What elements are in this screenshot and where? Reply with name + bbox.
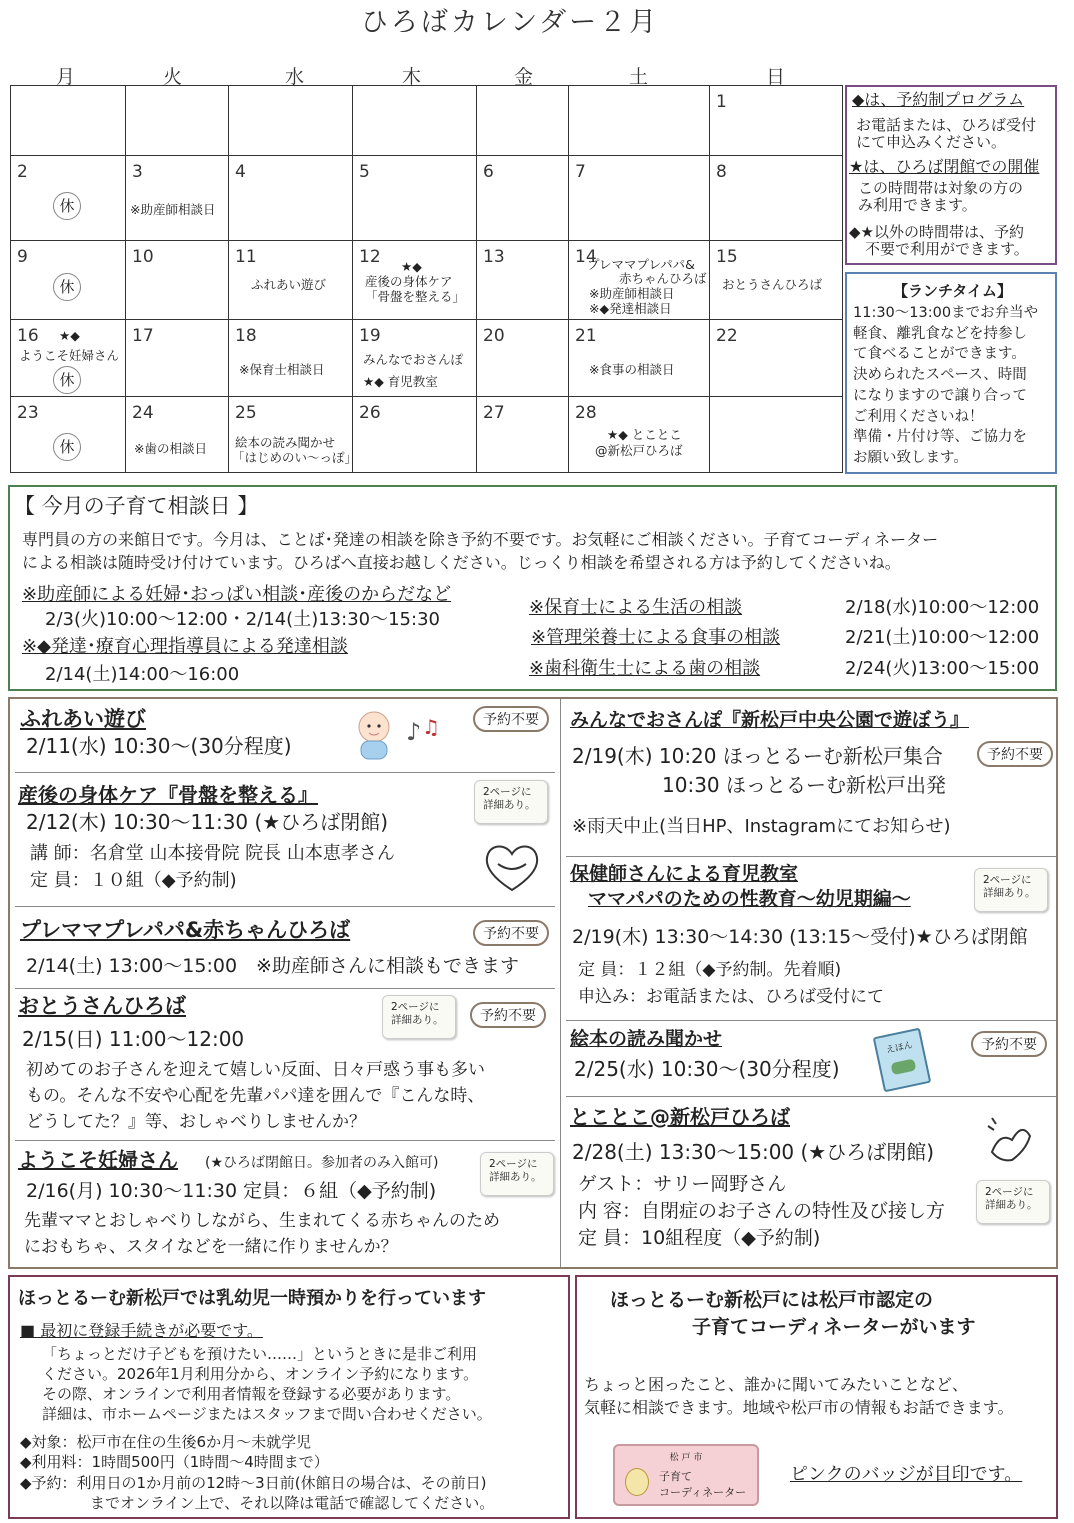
mascot-icon: [625, 1468, 649, 1496]
lunch-line: になりますので譲り合って: [853, 387, 1027, 404]
calendar-event: ※助産師相談日: [589, 286, 675, 301]
details-text: 2ページに: [483, 786, 532, 798]
calendar-cell: [353, 156, 477, 241]
childcare-reservation: ◆予約：利用日の1か月前の12時～3日前(休館日の場合は、その前日): [20, 1474, 487, 1492]
nursery-date: 2/18(水)10:00～12:00: [845, 597, 1040, 618]
sango-capacity: 定 員：１０組（◆予約制): [30, 870, 237, 891]
details-text: 2ページに: [985, 1186, 1034, 1198]
childcare-registration: ■ 最初に登録手続きが必要です。: [20, 1321, 263, 1340]
calendar-cell: [710, 241, 843, 320]
day-number: 3: [132, 162, 143, 182]
calendar-cell: [477, 241, 569, 320]
calendar-cell: [353, 86, 477, 156]
day-number: 9: [17, 247, 28, 267]
weekday-tue: 火: [163, 66, 183, 88]
picture-book-label: えほん: [885, 1040, 914, 1056]
calendar-event: 「はじめのい～っぽ」: [232, 450, 358, 465]
ikuji-apply: 申込み：お電話または、ひろば受付にて: [578, 987, 884, 1007]
ehon-date: 2/25(水) 10:30～(30分程度): [574, 1057, 840, 1081]
diet-date: 2/21(土)10:00～12:00: [845, 627, 1040, 648]
youkoso-desc: 先輩ママとおしゃべりしながら、生まれてくる赤ちゃんのため: [24, 1211, 500, 1231]
coordinator-badge: [613, 1444, 759, 1506]
calendar-event: @新松戸ひろば: [595, 443, 683, 458]
details-text: 詳細あり。: [391, 1014, 444, 1027]
legend-text: ◆★以外の時間帯は、予約: [849, 223, 1024, 241]
car-icon: [890, 1058, 916, 1075]
coordinator-text: 気軽に相談できます。地域や松戸市の情報もお話できます。: [584, 1398, 1014, 1417]
lunch-line: ご利用くださいね！: [853, 408, 984, 425]
no-reservation-badge: 予約不要: [470, 1002, 546, 1028]
childcare-text: 「ちょっとだけ子どもを預けたい……」というときに是非ご利用: [42, 1345, 478, 1363]
divider: [15, 906, 555, 907]
closed-badge: 休: [53, 366, 81, 394]
tokoto-title: とことこ@新松戸ひろば: [570, 1105, 790, 1129]
calendar-cell: [126, 397, 229, 473]
closed-badge: 休: [53, 273, 81, 301]
tokoto-date: 2/28(土) 13:30～15:00 (★ひろば閉館): [572, 1140, 935, 1164]
sango-title: 産後の身体ケア『骨盤を整える』: [18, 783, 318, 807]
calendar-cell: [126, 156, 229, 241]
day-number: 25: [235, 403, 257, 423]
lunch-line: て食べることができます。: [853, 346, 1026, 363]
calendar-event: みんなでおさんぽ: [363, 352, 464, 367]
legend-text: お電話または、ひろば受付: [856, 116, 1037, 134]
day-number: 17: [132, 326, 154, 346]
youkoso-title: ようこそ妊婦さん: [18, 1148, 178, 1172]
ikuji-title: 保健師さんによる育児教室: [570, 863, 799, 885]
calendar-cell: [126, 320, 229, 397]
no-reservation-badge: 予約不要: [977, 741, 1053, 767]
day-number: 14: [575, 247, 597, 267]
calendar-cell: [229, 397, 358, 473]
details-text: 2ページに: [983, 874, 1032, 886]
day-number: 26: [359, 403, 381, 423]
fureai-date: 2/11(水) 10:30～(30分程度): [26, 734, 292, 758]
no-reservation-badge: 予約不要: [473, 706, 549, 732]
calendar-cell: [710, 86, 843, 156]
calendar-cell: [477, 397, 569, 473]
calendar-cell: [11, 320, 126, 397]
day-number: 22: [716, 326, 738, 346]
calendar-cell: [569, 156, 710, 241]
childcare-text: その際、オンラインで利用者情報を登録する必要があります。: [42, 1385, 461, 1403]
development-consult: ※◆発達･療育心理指導員による発達相談: [22, 636, 348, 657]
ehon-title: 絵本の読み聞かせ: [570, 1028, 723, 1050]
childcare-target: ◆対象：松戸市在住の生後6か月～未就学児: [20, 1433, 312, 1451]
childcare-fee: ◆利用料：1時間500円（1時間～4時間まで）: [20, 1453, 329, 1471]
calendar-event: ※保育士相談日: [239, 362, 325, 377]
calendar-cell: [229, 156, 353, 241]
details-sticker: [974, 868, 1048, 912]
divider: [566, 1020, 1056, 1021]
legend-text: み利用できます。: [858, 196, 977, 214]
day-number: 19: [359, 326, 381, 346]
dental-consult: ※歯科衛生士による歯の相談: [529, 658, 761, 679]
calendar-event-mark: ★◆: [401, 259, 422, 274]
divider: [15, 772, 555, 773]
sanpo-line1: 2/19(木) 10:20 ほっとるーむ新松戸集合: [572, 744, 943, 768]
lunch-line: 準備・片付け等、ご協力を: [853, 429, 1027, 446]
youkoso-date: 2/16(月) 10:30～11:30 定員：６組（◆予約制): [26, 1180, 437, 1202]
divider: [566, 1096, 1056, 1097]
consultation-heading: 【 今月の子育て相談日 】: [14, 494, 259, 518]
sanpo-line2: 10:30 ほっとるーむ新松戸出発: [662, 773, 946, 797]
calendar-cell: [477, 86, 569, 156]
calendar-cell: [710, 320, 843, 397]
day-number: 1: [716, 92, 727, 112]
divider: [15, 988, 555, 989]
baby-icon: [344, 705, 404, 763]
day-number: 20: [483, 326, 505, 346]
badge-label: 子育て: [659, 1470, 692, 1483]
calendar-cell: [126, 86, 229, 156]
svg-text:♫: ♫: [422, 715, 440, 739]
consultation-intro: による相談は随時受け付けています。ひろばへ直接お越しください。じっくり相談を希望される方は予約してくださいね。: [22, 553, 901, 572]
otousan-desc: もの。そんな不安や心配を先輩パパ達を囲んで『こんな時、: [26, 1086, 485, 1106]
diet-consult: ※管理栄養士による食事の相談: [531, 627, 781, 648]
calendar-cell: [353, 397, 477, 473]
calendar-cell: [569, 397, 710, 473]
coordinator-heading: 子育てコーディネーターがいます: [692, 1316, 976, 1338]
no-reservation-badge: 予約不要: [473, 920, 549, 946]
weekday-sun: 日: [766, 66, 786, 88]
divider: [566, 856, 1056, 857]
youkoso-note: (★ひろば閉館日。参加者のみ入館可): [205, 1155, 439, 1171]
page-title: ひろばカレンダー２月: [360, 7, 660, 38]
badge-city: 松 戸 市: [669, 1453, 703, 1463]
calendar-event: ※助産師相談日: [130, 202, 216, 217]
childcare-text: 詳細は、市ホームページまたはスタッフまで問い合わせください。: [42, 1405, 492, 1423]
lunch-line: 11:30～13:00までお弁当や: [853, 305, 1039, 321]
sanpo-title: みんなでおさんぽ『新松戸中央公園で遊ぼう』: [570, 709, 970, 731]
midwife-dates: 2/3(火)10:00～12:00・2/14(土)13:30～15:30: [45, 609, 440, 630]
closed-badge: 休: [53, 433, 81, 461]
calendar-event: ようこそ妊婦さん: [19, 348, 120, 363]
calendar-event: ※歯の相談日: [134, 441, 207, 456]
day-number: 2: [17, 162, 28, 182]
otousan-date: 2/15(日) 11:00～12:00: [22, 1027, 245, 1051]
day-number: 28: [575, 403, 597, 423]
premama-title: プレママプレパパ&赤ちゃんひろば: [20, 918, 351, 942]
hands-icon: [982, 1112, 1038, 1168]
lunch-line: 決められたスペース、時間: [853, 367, 1027, 384]
day-number: 15: [716, 247, 738, 267]
calendar-cell: [569, 241, 710, 320]
sanpo-note: ※雨天中止(当日HP、Instagramにてお知らせ): [572, 816, 951, 837]
sango-lecturer: 講 師：名倉堂 山本接骨院 院長 山本恵孝さん: [30, 843, 395, 864]
calendar-cell: [569, 86, 710, 156]
day-number: 5: [359, 162, 370, 182]
day-number: 18: [235, 326, 257, 346]
legend-text: 不要で利用ができます。: [865, 240, 1029, 258]
calendar-cell: [353, 241, 477, 320]
day-number: 12: [359, 247, 381, 267]
day-number: 8: [716, 162, 727, 182]
calendar-event: 赤ちゃんひろば: [619, 271, 707, 286]
programs-divider: [560, 699, 561, 1267]
ikuji-capacity: 定 員：１２組（◆予約制。先着順): [578, 960, 842, 980]
ikuji-date: 2/19(木) 13:30～14:30 (13:15～受付)★ひろば閉館: [572, 926, 1028, 948]
fureai-title: ふれあい遊び: [20, 707, 146, 731]
calendar-cell: [126, 241, 229, 320]
day-number: 7: [575, 162, 586, 182]
details-text: 詳細あり。: [489, 1171, 542, 1184]
consultation-intro: 専門員の方の来館日です。今月は、ことば･発達の相談を除き予約不要です。お気軽にご相談ください。子育てコーディネーター: [22, 530, 939, 549]
calendar-event: ★◆ とことこ: [607, 427, 682, 442]
lunch-line: 軽食、離乳食などを持参し: [853, 325, 1027, 342]
day-number: 11: [235, 247, 257, 267]
calendar-cell: [710, 397, 843, 473]
day-number: 21: [575, 326, 597, 346]
dental-date: 2/24(火)13:00～15:00: [845, 658, 1040, 679]
day-number: 4: [235, 162, 246, 182]
calendar-event: 「骨盤を整える」: [365, 289, 466, 304]
weekday-mon: 月: [56, 66, 76, 88]
day-number: 6: [483, 162, 494, 182]
otousan-title: おとうさんひろば: [18, 994, 186, 1018]
otousan-desc: どうしてた？』等、おしゃべりしませんか？: [26, 1112, 366, 1132]
youkoso-desc: におもちゃ、スタイなどを一緒に作りませんか？: [24, 1237, 398, 1257]
heart-hug-icon: [480, 838, 544, 896]
calendar-cell: [11, 86, 126, 156]
tokoto-content: 内 容：自閉症のお子さんの特性及び接し方: [578, 1200, 946, 1222]
lunch-line: お願い致します。: [853, 449, 968, 466]
day-number: 23: [17, 403, 39, 423]
day-number: 16: [17, 326, 39, 346]
legend-text: にて申込みください。: [856, 133, 1007, 151]
day-number: 24: [132, 403, 154, 423]
calendar-event: ※食事の相談日: [589, 362, 675, 377]
calendar-event: ※◆発達相談日: [589, 301, 672, 316]
calendar-cell: [11, 397, 126, 473]
music-notes-icon: [404, 714, 444, 750]
tokoto-capacity: 定 員：10組程度（◆予約制): [578, 1227, 821, 1249]
legend-text: この時間帯は対象の方の: [858, 179, 1024, 197]
childcare-text: ください。2026年1月利用分から、オンライン予約になります。: [42, 1365, 479, 1383]
calendar-cell: [477, 156, 569, 241]
calendar-event: プレママプレパパ&: [587, 257, 695, 272]
details-text: 2ページに: [391, 1001, 440, 1013]
divider: [15, 1140, 555, 1141]
lunch-body: [853, 303, 1038, 469]
tokoto-guest: ゲスト：サリー岡野さん: [578, 1173, 787, 1195]
calendar-event: ふれあい遊び: [251, 277, 327, 292]
calendar-cell: [569, 320, 710, 397]
details-sticker: [480, 1152, 554, 1196]
calendar-event: 絵本の読み聞かせ: [235, 435, 336, 450]
otousan-desc: 初めてのお子さんを迎えて嬉しい反面、日々戸惑う事も多い: [26, 1060, 485, 1080]
details-text: 詳細あり。: [985, 1199, 1038, 1212]
childcare-heading: ほっとるーむ新松戸では乳幼児一時預かりを行っています: [18, 1288, 486, 1309]
legend-reservation: ◆は、予約制プログラム: [852, 90, 1025, 109]
calendar-cell: [710, 156, 843, 241]
weekday-fri: 金: [514, 66, 534, 88]
svg-text:♪: ♪: [406, 718, 422, 746]
calendar-grid: [10, 85, 843, 473]
coordinator-heading: ほっとるーむ新松戸には松戸市認定の: [610, 1289, 934, 1311]
details-text: 詳細あり。: [983, 887, 1036, 900]
calendar-cell: [477, 320, 569, 397]
midwife-consult: ※助産師による妊婦･おっぱい相談･産後のからだなど: [22, 584, 452, 605]
weekday-wed: 水: [285, 66, 305, 88]
details-sticker: [382, 995, 456, 1039]
calendar-cell: [353, 320, 477, 397]
nursery-consult: ※保育士による生活の相談: [529, 597, 743, 618]
calendar-cell: [229, 86, 353, 156]
calendar-cell: [11, 241, 126, 320]
weekday-thu: 木: [402, 66, 422, 88]
details-sticker: [474, 780, 548, 824]
details-text: 2ページに: [489, 1158, 538, 1170]
badge-note: ピンクのバッジが目印です。: [790, 1464, 1023, 1485]
calendar-event: ★◆ 育児教室: [363, 374, 438, 389]
premama-date: 2/14(土) 13:00～15:00 ※助産師さんに相談もできます: [26, 955, 519, 977]
legend-closed: ★は、ひろば閉館での開催: [849, 157, 1040, 176]
details-text: 詳細あり。: [483, 799, 536, 812]
calendar-cell: [11, 156, 126, 241]
day-number: 27: [483, 403, 505, 423]
weekday-sat: 土: [629, 66, 649, 88]
closed-badge: 休: [53, 192, 81, 220]
badge-label: コーディネーター: [659, 1486, 747, 1499]
no-reservation-badge: 予約不要: [971, 1031, 1047, 1057]
ikuji-subtitle: ママパパのための性教育～幼児期編～: [588, 888, 911, 910]
development-date: 2/14(土)14:00～16:00: [45, 664, 240, 685]
lunch-heading: 【ランチタイム】: [893, 282, 1012, 300]
calendar-cell: [229, 320, 353, 397]
details-sticker: [976, 1180, 1050, 1224]
calendar-cell: [229, 241, 353, 320]
day-number: 10: [132, 247, 154, 267]
sango-date: 2/12(木) 10:30～11:30 (★ひろば閉館): [26, 810, 389, 834]
coordinator-text: ちょっと困ったこと、誰かに聞いてみたいことなど、: [584, 1375, 969, 1394]
calendar-event-mark: ★◆: [59, 328, 80, 343]
day-number: 13: [483, 247, 505, 267]
childcare-reservation: までオンライン上で、それ以降は電話で確認してください。: [90, 1494, 495, 1512]
calendar-event: おとうさんひろば: [722, 277, 823, 292]
calendar-event: 産後の身体ケア: [365, 274, 453, 289]
